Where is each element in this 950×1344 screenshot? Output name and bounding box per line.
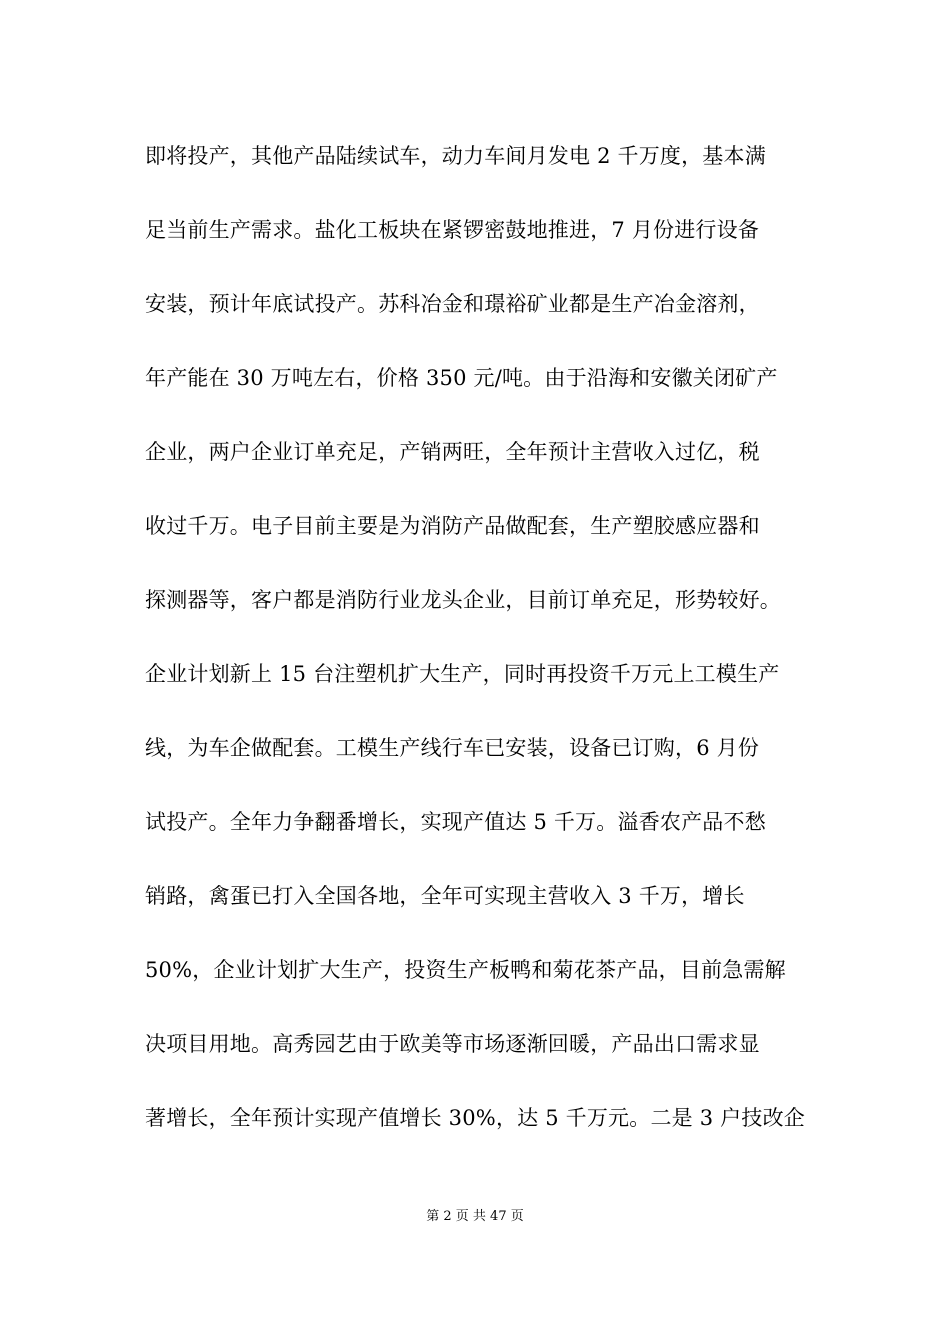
text-line-10: 试投产。全年力争翻番增长，实现产值达 5 千万。溢香农产品不愁	[145, 810, 766, 834]
text-line-5: 企业，两户企业订单充足，产销两旺，全年预计主营收入过亿，税	[145, 440, 760, 464]
page-footer	[0, 1208, 950, 1226]
text-line-11: 销路，禽蛋已打入全国各地，全年可实现主营收入 3 千万，增长	[145, 884, 745, 908]
text-line-14: 著增长，全年预计实现产值增长 30%，达 5 千万元。二是 3 户技改企	[145, 1106, 805, 1130]
text-line-8: 企业计划新上 15 台注塑机扩大生产，同时再投资千万元上工模生产	[145, 662, 780, 686]
text-line-7: 探测器等，客户都是消防行业龙头企业，目前订单充足，形势较好。	[145, 588, 781, 612]
text-line-3: 安装，预计年底试投产。苏科冶金和璟裕矿业都是生产冶金溶剂，	[145, 292, 760, 316]
page-number-label: 第 2 页 共 47 页	[426, 1209, 524, 1224]
text-line-6: 收过千万。电子目前主要是为消防产品做配套，生产塑胶感应器和	[145, 514, 760, 538]
body-text	[145, 128, 815, 1164]
text-line-13: 决项目用地。高秀园艺由于欧美等市场逐渐回暖，产品出口需求显	[145, 1032, 760, 1056]
text-line-4: 年产能在 30 万吨左右，价格 350 元/吨。由于沿海和安徽关闭矿产	[145, 366, 778, 390]
text-line-1: 即将投产，其他产品陆续试车，动力车间月发电 2 千万度，基本满	[145, 144, 766, 168]
text-line-9: 线，为车企做配套。工模生产线行车已安装，设备已订购，6 月份	[145, 736, 760, 760]
text-line-2: 足当前生产需求。盐化工板块在紧锣密鼓地推进，7 月份进行设备	[145, 218, 760, 242]
text-line-12: 50%，企业计划扩大生产，投资生产板鸭和菊花茶产品，目前急需解	[145, 958, 786, 982]
